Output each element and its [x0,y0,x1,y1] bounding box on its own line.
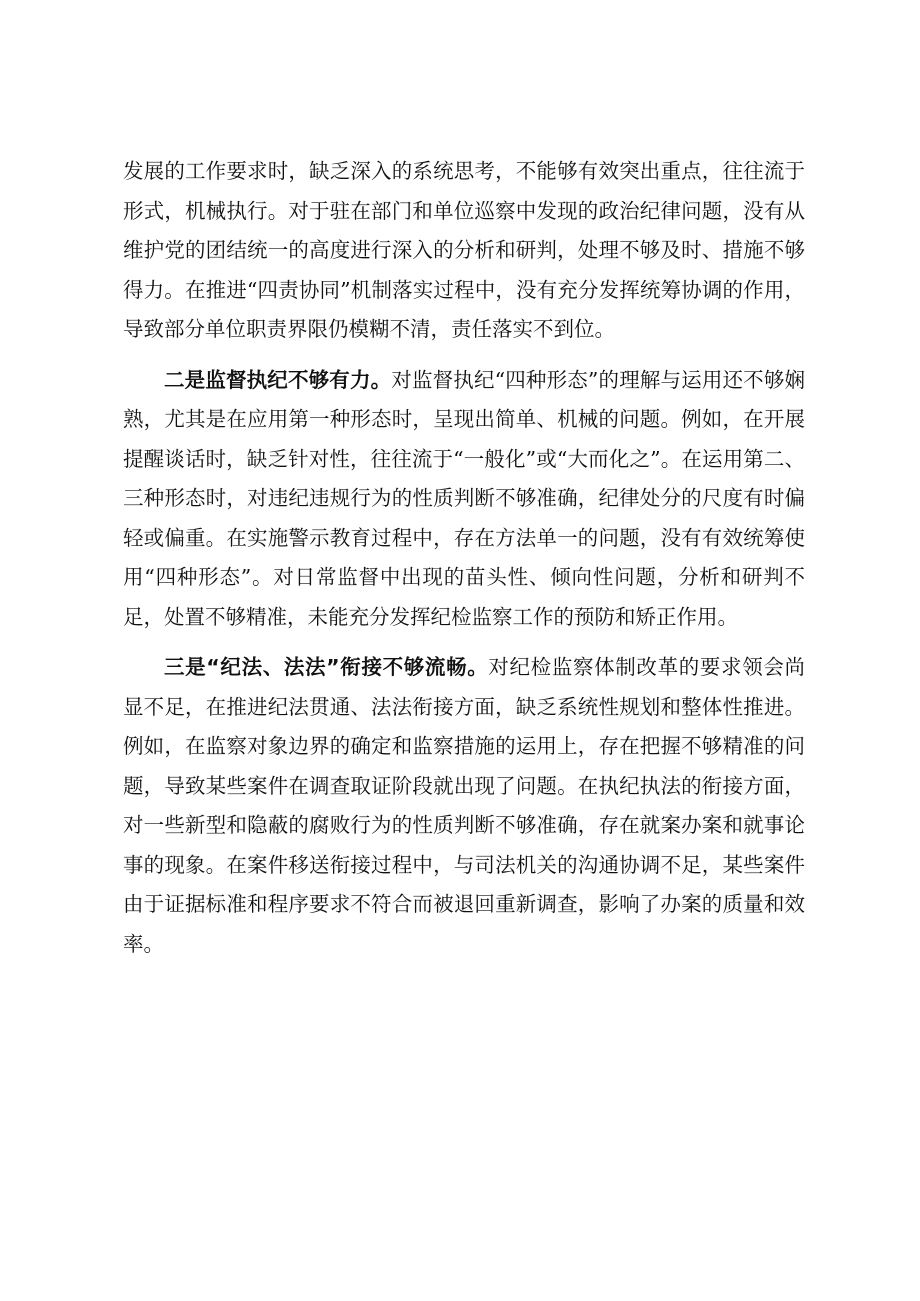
paragraph-continued [123,152,805,350]
paragraph-supervision [123,361,805,638]
paragraph-law-connection [123,648,805,964]
paragraph-text: 对监督执纪“四种形态”的理解与运用还不够娴熟，尤其是在应用第一种形态时，呈现出简单、机械的问题。例如，在开展提醒谈话时，缺乏针对性，往往流于“一般化”或“大而化之”。在运用第二、三种形态时，对违纪违规行为的性质判断不够准确，纪律处分的尺度有时偏轻或偏重。在实施警示教育过程中，存在方法单一的问题，没有有效统筹使用“四种形态”。对日常监督中出现的苗头性、倾向性问题，分析和研判不足，处置不够精准，未能充分发挥纪检监察工作的预防和矫正作用。 [123,367,806,629]
paragraph-heading: 二是监督执纪不够有力。 [164,367,392,392]
paragraph-heading: 三是“纪法、法法”衔接不够流畅。 [164,655,489,679]
paragraph-text: 对纪检监察体制改革的要求领会尚显不足，在推进纪法贯通、法法衔接方面，缺乏系统性规划和整体性推进。例如，在监察对象边界的确定和监察措施的运用上，存在把握不够精准的问题，导致某些案件在调查取证阶段就出现了问题。在执纪执法的衔接方面，对一些新型和隐蔽的腐败行为的性质判断不够准确，存在就案办案和就事论事的现象。在案件移送衔接过程中，与司法机关的沟通协调不足，某些案件由于证据标准和程序要求不符合而被退回重新调查，影响了办案的质量和效率。 [123,655,805,956]
paragraph-text: 发展的工作要求时，缺乏深入的系统思考，不能够有效突出重点，往往流于形式，机械执行。对于驻在部门和单位巡察中发现的政治纪律问题，没有从维护党的团结统一的高度进行深入的分析和研判，处理不够及时、措施不够得力。在推进“四责协同”机制落实过程中，没有充分发挥统筹协调的作用，导致部分单位职责界限仍模糊不清，责任落实不到位。 [123,159,805,341]
document-body [123,152,805,975]
